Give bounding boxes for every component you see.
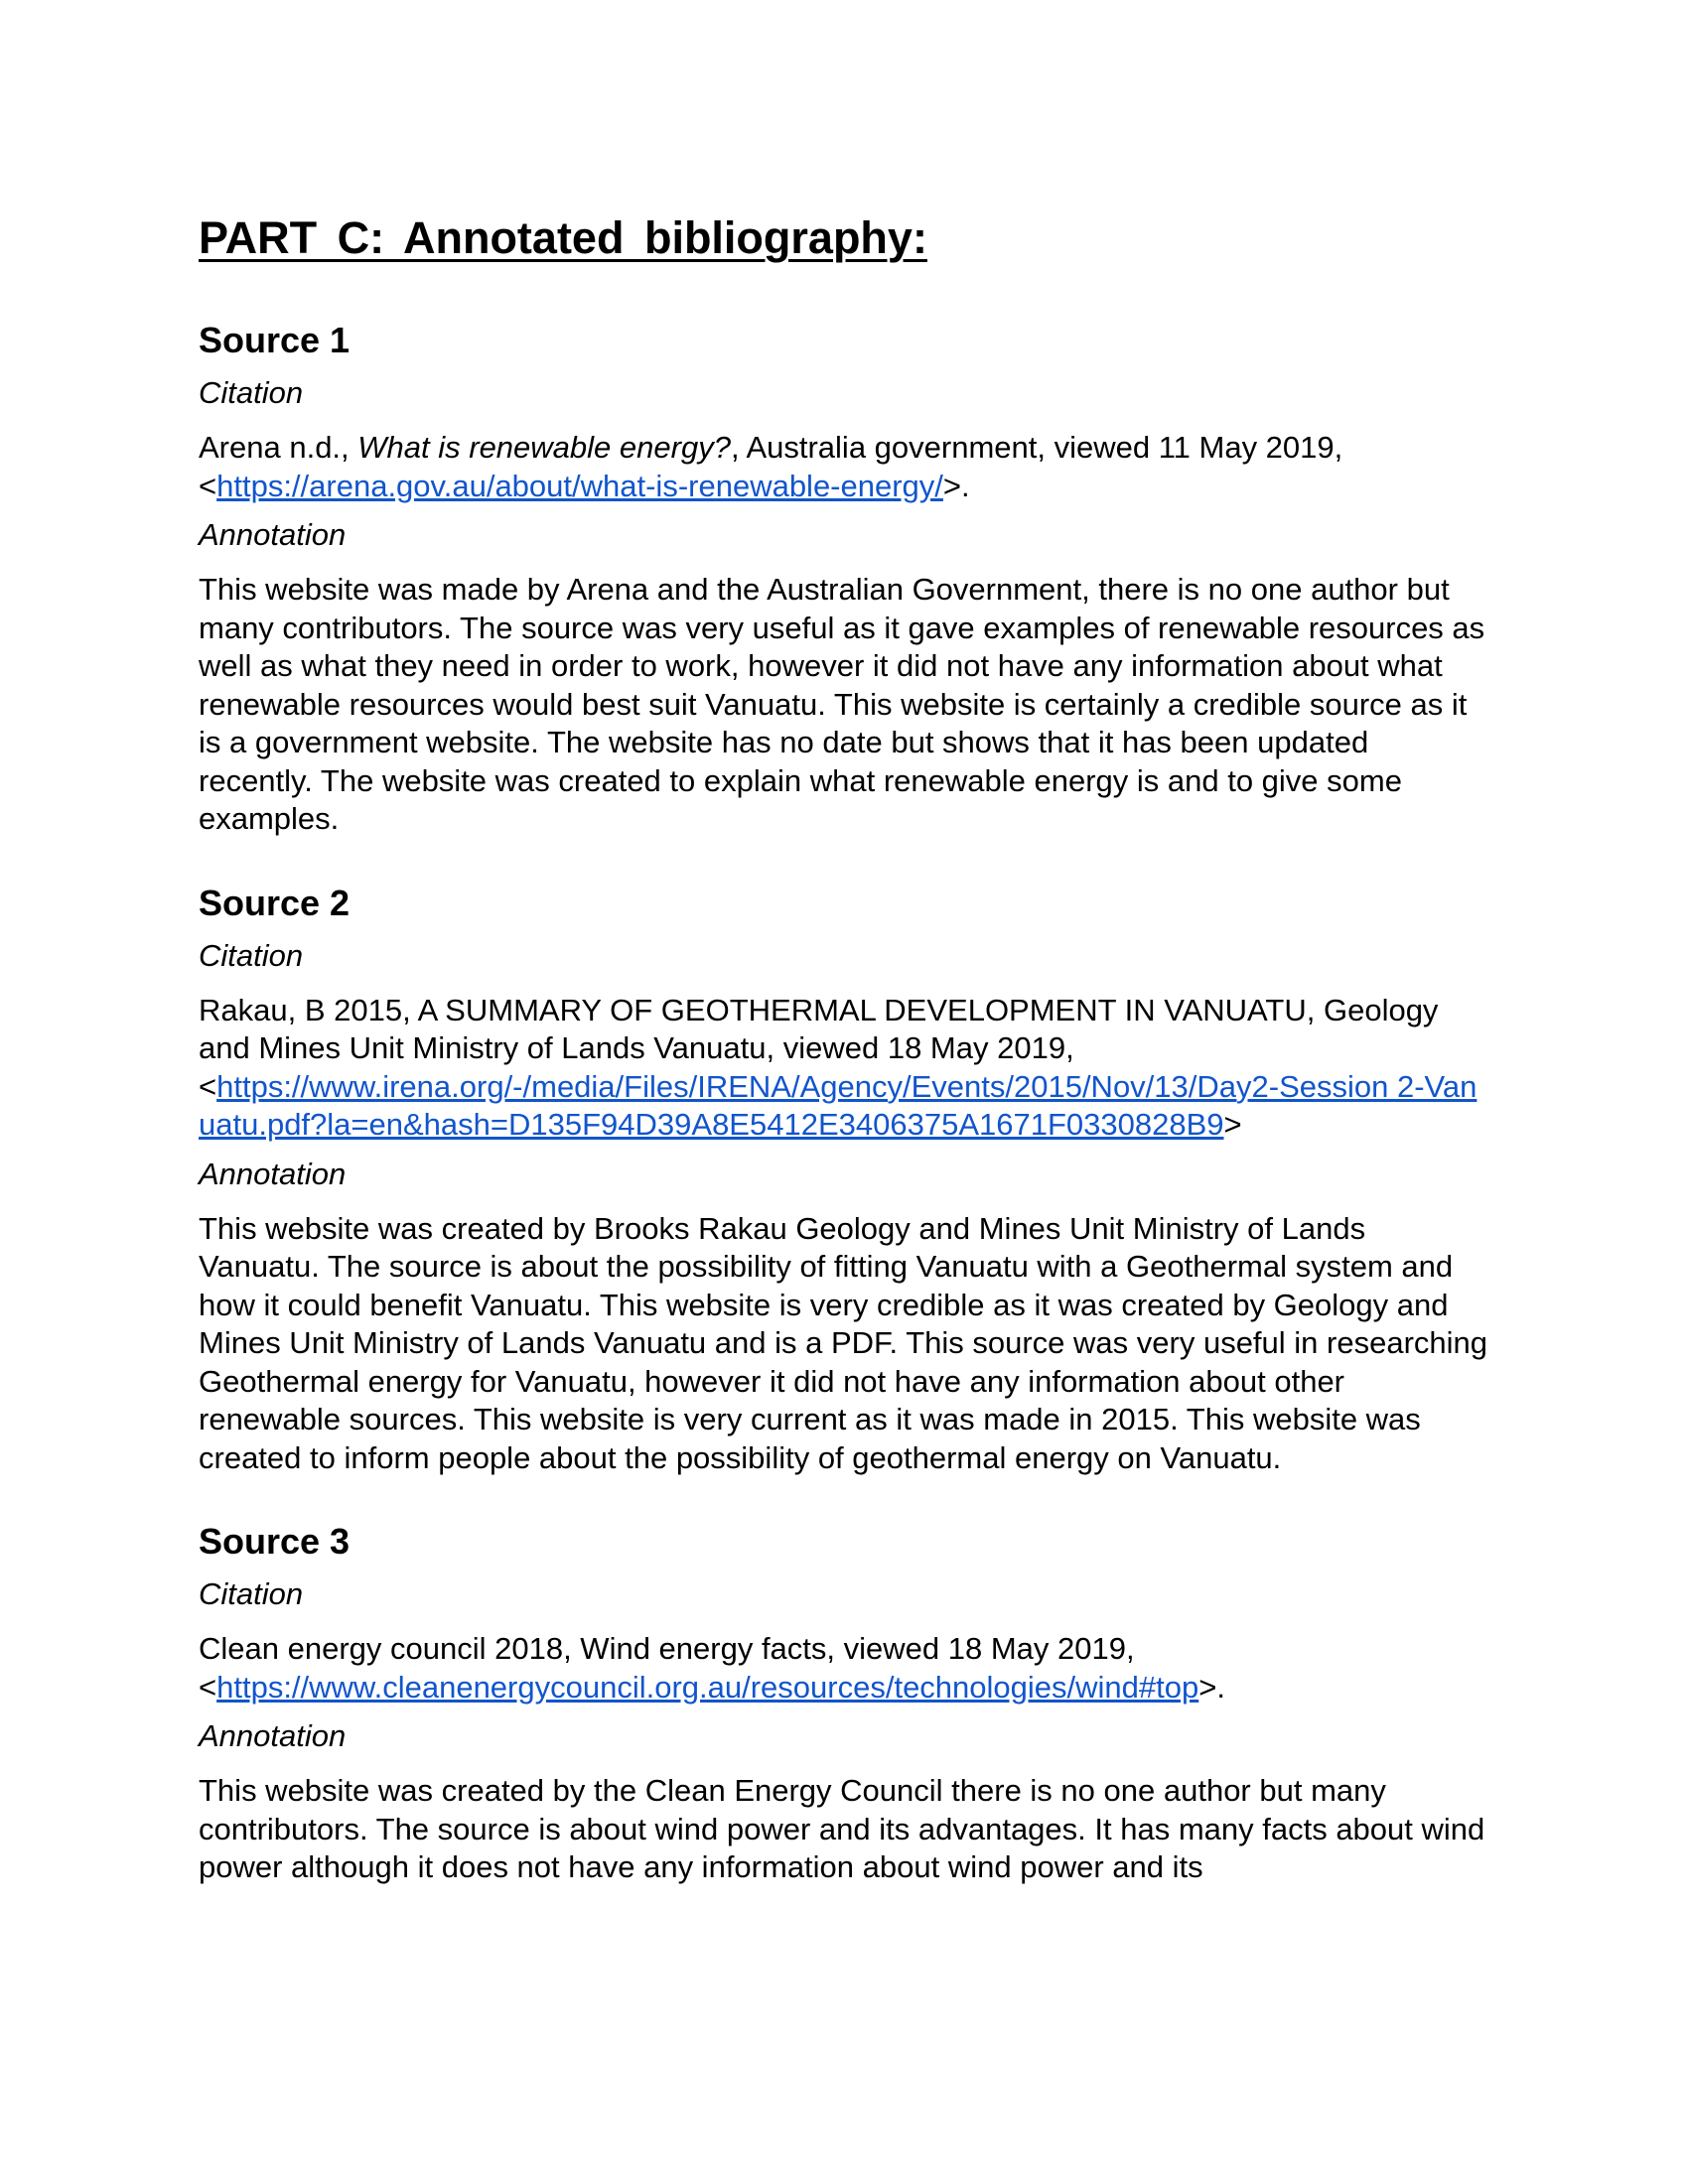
source-3 [199,1519,1489,1887]
url-close: > [1223,1107,1242,1142]
citation-title: What is renewable energy? [357,430,731,465]
url-open: < [199,1068,217,1104]
page-title: PART C: Annotated bibliography: [199,212,927,263]
citation-label: Citation [199,1576,304,1611]
annotation-label: Annotation [199,1156,347,1191]
citation-link[interactable]: https://www.cleanenergycouncil.org.au/resources/technologies/wind#top [216,1669,1199,1705]
source-1 [199,318,1489,839]
citation-prefix: Clean energy council 2018, Wind energy facts, viewed 18 May 2019, [199,1631,1135,1666]
citation-text [199,1630,1489,1706]
url-open: < [199,468,217,503]
source-2 [199,881,1489,1478]
annotation-label: Annotation [199,1718,347,1753]
citation-link[interactable]: https://arena.gov.au/about/what-is-renewable-energy/ [216,468,943,503]
source-heading: Source 1 [199,320,351,360]
document-page [199,208,1489,1929]
url-close: >. [1198,1669,1225,1705]
citation-link[interactable]: https://www.irena.org/-/media/Files/IRENA/Agency/Events/2015/Nov/13/Day2-Session 2-Vanuatu.pdf?la=en&hash=D135F94D39A8E5412E3406375A1671F0330828B9 [199,1068,1477,1142]
source-heading: Source 2 [199,882,351,923]
url-open: < [199,1669,217,1705]
annotation-text: This website was created by the Clean Energy Council there is no one author but many contributors. The source is about wind power and its advantages. It has many facts about wind power although it does not have any information about wind power and its [199,1773,1485,1884]
citation-text [199,429,1489,505]
url-close: >. [942,468,970,503]
citation-label: Citation [199,375,304,410]
citation-suffix: , Australia government, viewed 11 May 2019, [730,430,1343,465]
citation-text [199,992,1489,1145]
citation-prefix: Rakau, B 2015, A SUMMARY OF GEOTHERMAL DEVELOPMENT IN VANUATU, Geology and Mines Unit Ministry of Lands Vanuatu, viewed 18 May 2019, [199,992,1439,1065]
annotation-label: Annotation [199,517,347,552]
citation-label: Citation [199,937,304,973]
citation-prefix: Arena n.d., [199,430,358,465]
annotation-text: This website was made by Arena and the Australian Government, there is no one author but many contributors. The source was very useful as it gave examples of renewable resources as well as what they need in order to work, however it did not have any information about what renewable resources would best suit Vanuatu. This website is certainly a credible source as it is a government website. The website has no date but shows that it has been updated recently. The website was created to explain what renewable energy is and to give some examples. [199,572,1485,836]
annotation-text: This website was created by Brooks Rakau Geology and Mines Unit Ministry of Lands Vanuatu. The source is about the possibility of fitting Vanuatu with a Geothermal system and how it could benefit Vanuatu. This website is very credible as it was created by Geology and Mines Unit Ministry of Lands Vanuatu and is a PDF. This source was very useful in researching Geothermal energy for Vanuatu, however it did not have any information about other renewable sources. This website is very current as it was made in 2015. This website was created to inform people about the possibility of geothermal energy on Vanuatu. [199,1210,1488,1475]
source-heading: Source 3 [199,1521,351,1562]
